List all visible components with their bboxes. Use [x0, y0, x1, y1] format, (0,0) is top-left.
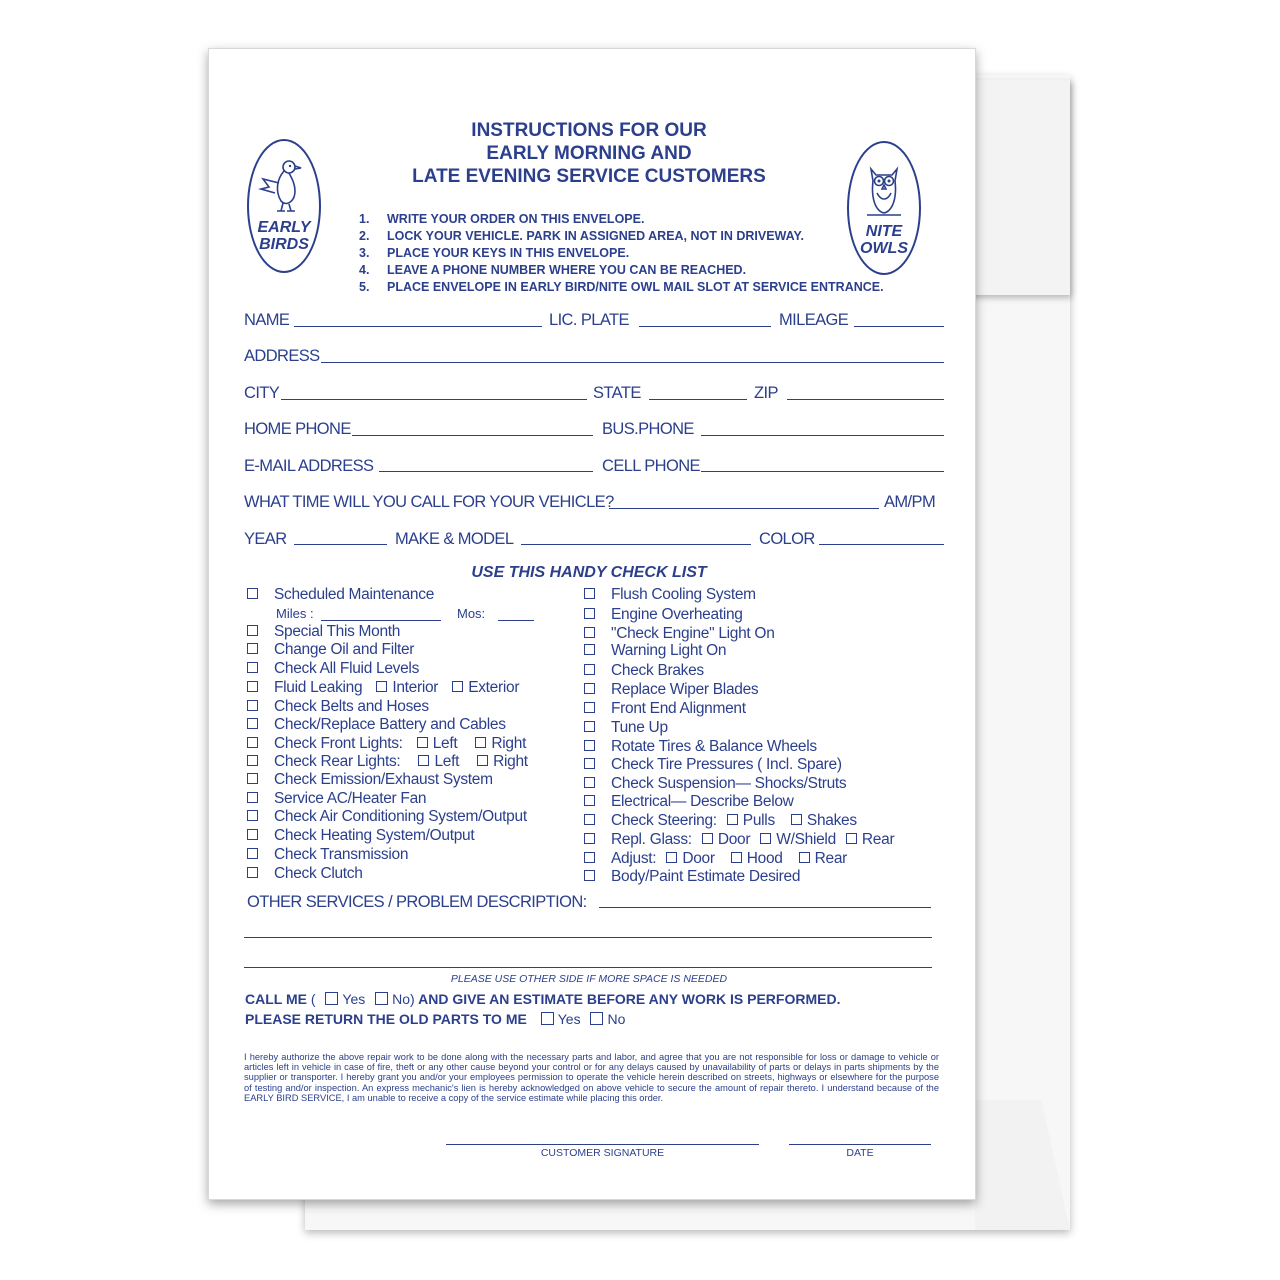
checklist-item[interactable]: Check Transmission [247, 846, 408, 864]
checklist-item[interactable]: Special This Month [247, 623, 400, 641]
email-label: E-MAIL ADDRESS [244, 457, 374, 475]
description-line[interactable] [244, 937, 932, 938]
checkbox[interactable] [584, 814, 595, 825]
step-item: 5. PLACE ENVELOPE IN EARLY BIRD/NITE OWL MAIL SLOT AT SERVICE ENTRANCE. [359, 280, 884, 294]
year-label: YEAR [244, 530, 287, 548]
checkbox[interactable] [247, 792, 258, 803]
checkbox[interactable] [584, 644, 595, 655]
return-parts-no-checkbox[interactable] [590, 1012, 603, 1025]
checkbox[interactable] [666, 852, 677, 863]
checklist-item[interactable]: Check Suspension— Shocks/Struts [584, 775, 846, 793]
authorization-text: I hereby authorize the above repair work to be done along with the necessary parts and labor, and agree that you are not responsible for loss or damage to vehicle or articles left in vehicle in case of fire, theft or any other cause beyond your control or for any delays caused by unavailability of parts or delays in parts shipments by the supplier or transporter. I hereby grant you and/or your employees permission to operate the vehicle herein described on streets, highways or elsewhere for the purpose of testing and/or inspection. An express mechanic's lien is hereby acknowledged on above vehicle to secure the amount of repair thereto. I understand because of the EARLY BIRD SERVICE, I am unable to receive a copy of the service estimate while placing this order. [244, 1052, 939, 1103]
checklist-item[interactable]: Scheduled Maintenance [247, 586, 434, 604]
checklist-item[interactable]: Check Air Conditioning System/Output [247, 808, 527, 826]
name-field[interactable] [294, 326, 542, 327]
checkbox[interactable] [477, 755, 488, 766]
checklist-item[interactable]: Flush Cooling System [584, 586, 756, 604]
envelope-flap [960, 80, 1070, 295]
color-label: COLOR [759, 530, 815, 548]
home-phone-label: HOME PHONE [244, 420, 351, 438]
call-time-label: WHAT TIME WILL YOU CALL FOR YOUR VEHICLE? [244, 493, 614, 511]
checkbox[interactable] [727, 814, 738, 825]
checkbox[interactable] [731, 852, 742, 863]
checkbox[interactable] [247, 829, 258, 840]
lic-plate-field[interactable] [639, 326, 771, 327]
early-birds-text: EARLY BIRDS [257, 219, 311, 253]
call-me-row: CALL ME ( Yes No) AND GIVE AN ESTIMATE BEFORE ANY WORK IS PERFORMED. [245, 991, 841, 1007]
checkbox[interactable] [247, 810, 258, 821]
checkbox[interactable] [247, 625, 258, 636]
bird-icon [249, 149, 319, 219]
checklist-item[interactable]: Check Rear Lights: Left Right [247, 753, 528, 771]
mileage-field[interactable] [854, 326, 944, 327]
address-field[interactable] [321, 362, 944, 363]
return-parts-yes-checkbox[interactable] [541, 1012, 554, 1025]
checkbox[interactable] [584, 740, 595, 751]
checkbox[interactable] [417, 737, 428, 748]
miles-field[interactable] [321, 620, 441, 621]
checkbox[interactable] [799, 852, 810, 863]
checkbox[interactable] [584, 795, 595, 806]
checklist-item[interactable]: Front End Alignment [584, 700, 746, 718]
checkbox[interactable] [452, 681, 463, 692]
make-model-field[interactable] [521, 544, 751, 545]
state-label: STATE [593, 384, 641, 402]
checklist-item[interactable]: Tune Up [584, 719, 668, 737]
checkbox[interactable] [584, 683, 595, 694]
nite-owls-text: NITE OWLS [860, 223, 908, 257]
checklist-item[interactable]: Change Oil and Filter [247, 641, 414, 659]
checkbox[interactable] [247, 737, 258, 748]
instruction-steps [359, 211, 884, 296]
checkbox[interactable] [584, 833, 595, 844]
checkbox[interactable] [584, 702, 595, 713]
return-parts-row: PLEASE RETURN THE OLD PARTS TO ME Yes No [245, 1011, 626, 1027]
checklist-item[interactable]: Check Emission/Exhaust System [247, 771, 493, 789]
bus-phone-field[interactable] [701, 435, 944, 436]
state-field[interactable] [649, 399, 747, 400]
checklist-item[interactable]: Check Heating System/Output [247, 827, 474, 845]
checklist-item[interactable]: Check Steering: Pulls Shakes [584, 812, 857, 830]
checkbox[interactable] [475, 737, 486, 748]
checkbox[interactable] [247, 773, 258, 784]
checklist-item[interactable]: Check/Replace Battery and Cables [247, 716, 506, 734]
checkbox[interactable] [584, 588, 595, 599]
checkbox[interactable] [247, 755, 258, 766]
checklist-item[interactable]: Engine Overheating [584, 606, 743, 624]
zip-field[interactable] [787, 399, 944, 400]
checkbox[interactable] [584, 870, 595, 881]
early-birds-logo [247, 139, 321, 273]
checklist-item[interactable]: Rotate Tires & Balance Wheels [584, 738, 817, 756]
checkbox[interactable] [791, 814, 802, 825]
checklist-item[interactable]: Fluid Leaking Interior Exterior [247, 679, 519, 697]
email-field[interactable] [379, 471, 593, 472]
other-services-field[interactable] [599, 907, 931, 908]
city-label: CITY [244, 384, 280, 402]
color-field[interactable] [819, 544, 944, 545]
lic-plate-label: LIC. PLATE [549, 311, 629, 329]
checklist-item[interactable]: Body/Paint Estimate Desired [584, 868, 800, 886]
page-title: INSTRUCTIONS FOR OUR EARLY MORNING AND LATE EVENING SERVICE CUSTOMERS [412, 120, 766, 187]
step-item: 2. LOCK YOUR VEHICLE. PARK IN ASSIGNED AREA, NOT IN DRIVEWAY. [359, 229, 804, 243]
checklist-item[interactable]: Check Front Lights: Left Right [247, 735, 526, 753]
step-item: 3. PLACE YOUR KEYS IN THIS ENVELOPE. [359, 246, 630, 260]
bus-phone-label: BUS.PHONE [602, 420, 694, 438]
checkbox[interactable] [247, 681, 258, 692]
city-field[interactable] [281, 399, 587, 400]
description-line[interactable] [244, 967, 932, 968]
checkbox[interactable] [584, 664, 595, 675]
checklist-item[interactable]: "Check Engine" Light On [584, 625, 775, 643]
checkbox[interactable] [247, 718, 258, 729]
signature-line[interactable] [446, 1144, 759, 1145]
signature-label: CUSTOMER SIGNATURE [540, 1147, 665, 1159]
call-me-yes-checkbox[interactable] [325, 992, 338, 1005]
checklist-item[interactable]: Check All Fluid Levels [247, 660, 419, 678]
checkbox[interactable] [247, 867, 258, 878]
zip-label: ZIP [754, 384, 778, 402]
checklist-item[interactable]: Check Belts and Hoses [247, 698, 429, 716]
checkbox[interactable] [584, 627, 595, 638]
call-me-no-checkbox[interactable] [375, 992, 388, 1005]
checkbox[interactable] [702, 833, 713, 844]
checklist-item[interactable]: Repl. Glass: Door W/Shield Rear [584, 831, 894, 849]
checkbox[interactable] [376, 681, 387, 692]
checklist-item[interactable]: Electrical— Describe Below [584, 793, 794, 811]
checkbox[interactable] [584, 852, 595, 863]
checkbox[interactable] [584, 758, 595, 769]
checkbox[interactable] [247, 700, 258, 711]
checkbox[interactable] [247, 662, 258, 673]
checkbox[interactable] [846, 833, 857, 844]
miles-label: Miles : [276, 606, 314, 621]
name-label: NAME [244, 311, 290, 329]
step-item: 1. WRITE YOUR ORDER ON THIS ENVELOPE. [359, 212, 645, 226]
checkbox[interactable] [247, 848, 258, 859]
make-model-label: MAKE & MODEL [395, 530, 514, 548]
cell-phone-label: CELL PHONE [602, 457, 700, 475]
checkbox[interactable] [584, 721, 595, 732]
checklist-item[interactable]: Adjust: Door Hood Rear [584, 850, 847, 868]
home-phone-field[interactable] [352, 435, 593, 436]
service-order-envelope [208, 48, 976, 1200]
checklist-title: USE THIS HANDY CHECK LIST [471, 564, 707, 581]
checkbox[interactable] [247, 643, 258, 654]
date-line[interactable] [789, 1144, 931, 1145]
checklist-item[interactable]: Replace Wiper Blades [584, 681, 758, 699]
mos-field[interactable] [498, 620, 534, 621]
address-label: ADDRESS [244, 347, 320, 365]
checklist-item[interactable]: Service AC/Heater Fan [247, 790, 426, 808]
checkbox[interactable] [760, 833, 771, 844]
checkbox[interactable] [247, 588, 258, 599]
year-field[interactable] [294, 544, 387, 545]
cell-phone-field[interactable] [701, 471, 944, 472]
checklist-item[interactable]: Check Tire Pressures ( Incl. Spare) [584, 756, 842, 774]
checkbox[interactable] [584, 777, 595, 788]
other-services-label: OTHER SERVICES / PROBLEM DESCRIPTION: [247, 893, 587, 911]
date-label: DATE [846, 1147, 874, 1159]
step-item: 4. LEAVE A PHONE NUMBER WHERE YOU CAN BE REACHED. [359, 263, 747, 277]
mileage-label: MILEAGE [779, 311, 849, 329]
checklist-item[interactable]: Warning Light On [584, 642, 726, 660]
call-time-field[interactable] [609, 508, 879, 509]
mos-label: Mos: [457, 606, 486, 621]
other-side-note: PLEASE USE OTHER SIDE IF MORE SPACE IS NEEDED [450, 973, 728, 985]
ampm-label: AM/PM [884, 493, 936, 511]
checklist-item[interactable]: Check Brakes [584, 662, 704, 680]
checkbox[interactable] [584, 608, 595, 619]
checkbox[interactable] [418, 755, 429, 766]
checklist-item[interactable]: Check Clutch [247, 865, 363, 883]
